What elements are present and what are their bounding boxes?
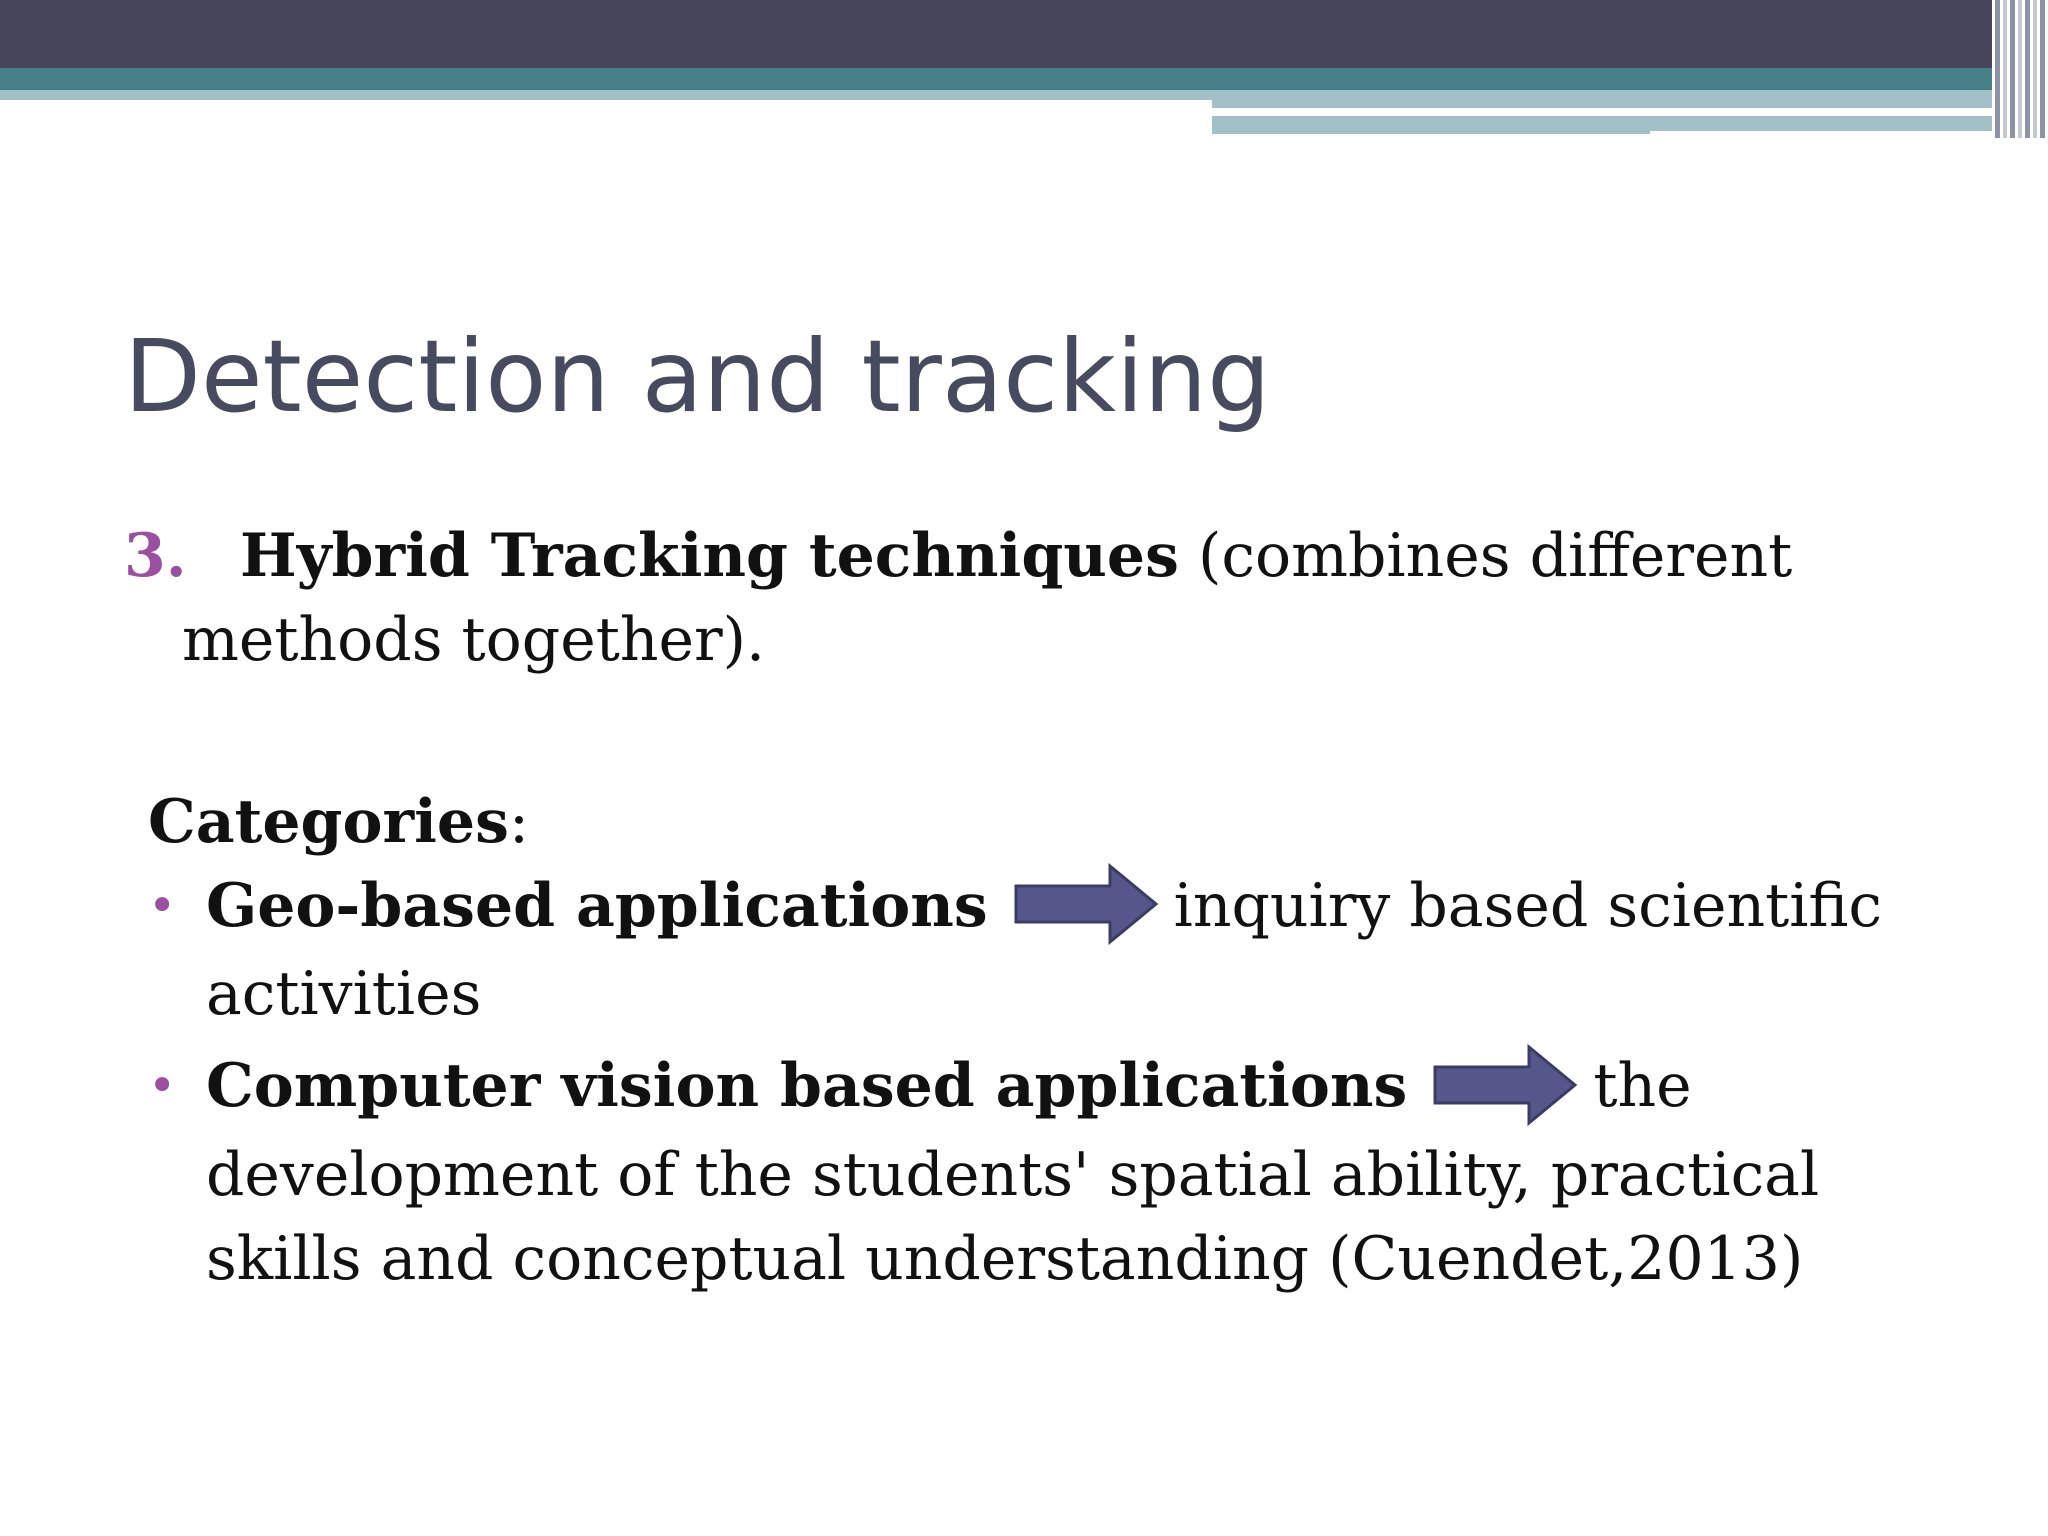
- point-text-line-1: (combines different: [1178, 521, 1793, 591]
- cv-description-continued-1: development of the students' spatial ability, practical: [206, 1139, 1820, 1210]
- bullet-icon: •: [148, 1058, 177, 1115]
- header-right-bar-1: [1212, 90, 2048, 108]
- cv-bold-label: Computer vision based applications: [206, 1051, 1408, 1122]
- right-arrow-icon: [1433, 1043, 1579, 1127]
- cv-description: the: [1593, 1051, 1692, 1122]
- numbered-point-line-1: [124, 514, 1944, 598]
- cv-description-continued-2: skills and conceptual understanding (Cuendet,2013): [206, 1223, 1804, 1294]
- categories-heading-line: [148, 780, 1948, 864]
- header-teal-bar: [0, 68, 2048, 90]
- categories-section: [148, 780, 1948, 1301]
- header-dark-bar: [0, 0, 2048, 68]
- point-bold-text: Hybrid Tracking techniques: [240, 521, 1179, 591]
- right-arrow-icon: [1014, 862, 1160, 946]
- point-text-line-2: methods together).: [182, 605, 766, 675]
- list-item-computer-vision: [148, 1044, 1948, 1300]
- categories-heading: Categories: [148, 787, 509, 857]
- numbered-point: [124, 514, 1944, 682]
- bullet-icon: •: [148, 878, 177, 934]
- geo-description: inquiry based scientific: [1173, 871, 1883, 941]
- header-light-bar: [0, 90, 1212, 100]
- list-item-geo: [148, 864, 1948, 1036]
- header-right-notch: [1650, 131, 2048, 139]
- header-vertical-stripes: [1992, 0, 2048, 138]
- categories-colon: :: [508, 787, 530, 857]
- geo-bold-label: Geo-based applications: [206, 871, 988, 941]
- geo-description-continued: activities: [206, 959, 482, 1030]
- slide-title: Detection and tracking: [124, 318, 1271, 435]
- list-item-cv-line-1: [206, 1044, 1948, 1132]
- list-item-geo-line-1: [206, 864, 1948, 952]
- point-number: 3.: [124, 521, 187, 591]
